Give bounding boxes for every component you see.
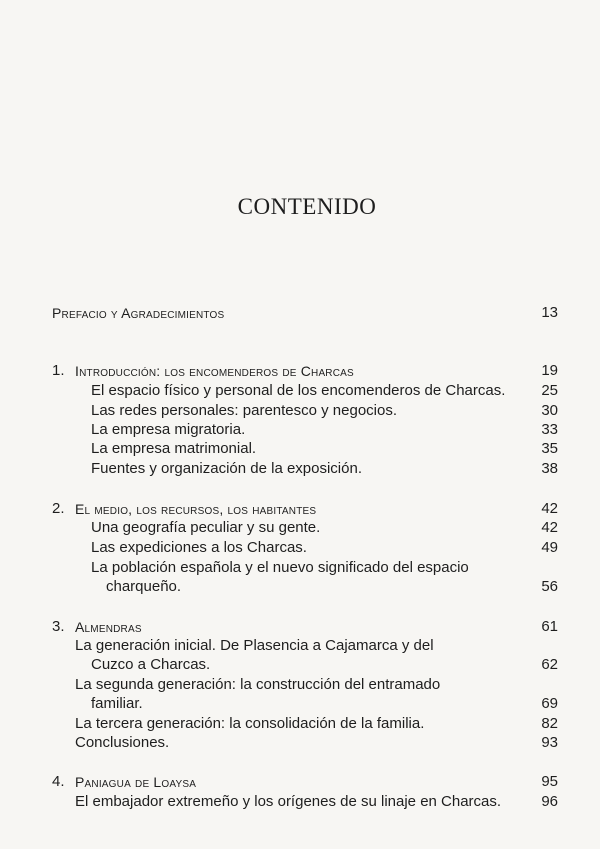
chapter-number: 1.: [52, 362, 65, 379]
chapter-number: 3.: [52, 618, 65, 635]
section-page: 82: [541, 715, 558, 732]
section-label: La empresa matrimonial.: [91, 440, 257, 457]
section-label: La segunda generación: la construcción del entramado: [75, 676, 441, 693]
section-label: La empresa migratoria.: [91, 421, 246, 438]
chapter-page: 95: [541, 773, 558, 790]
page-title: CONTENIDO: [237, 194, 377, 219]
section-label: Una geografía peculiar y su gente.: [91, 519, 321, 536]
section-page: 93: [541, 734, 558, 751]
section-label: Fuentes y organización de la exposición.: [91, 460, 362, 477]
section-label: La tercera generación: la consolidación de la familia.: [75, 715, 425, 732]
section-page: 38: [541, 460, 558, 477]
section-label-continued: charqueño.: [106, 578, 182, 595]
chapter-page: 42: [541, 500, 558, 517]
section-page: 25: [541, 382, 558, 399]
chapter-number: 2.: [52, 500, 65, 517]
section-page: 33: [541, 421, 558, 438]
section-page: 62: [541, 656, 558, 673]
chapter-page: 61: [541, 618, 558, 635]
section-label: El espacio físico y personal de los encomenderos de Charcas.: [91, 382, 506, 399]
section-page: 42: [541, 519, 558, 536]
section-label: La población española y el nuevo significado del espacio: [91, 559, 469, 576]
chapter-title: Almendras: [75, 619, 142, 635]
section-label: El embajador extremeño y los orígenes de su linaje en Charcas.: [75, 793, 502, 810]
section-label: La generación inicial. De Plasencia a Cajamarca y del: [75, 637, 434, 654]
section-label: Las redes personales: parentesco y negocios.: [91, 402, 398, 419]
chapter-number: 4.: [52, 773, 65, 790]
section-page: 49: [541, 539, 558, 556]
preface-page: 13: [541, 304, 558, 321]
section-page: 30: [541, 402, 558, 419]
chapter-title: Introducción: los encomenderos de Charcas: [75, 363, 354, 379]
section-page: 35: [541, 440, 558, 457]
chapter-title: El medio, los recursos, los habitantes: [75, 501, 317, 517]
section-page: 56: [541, 578, 558, 595]
section-label-continued: familiar.: [91, 695, 143, 712]
section-page: 69: [541, 695, 558, 712]
preface-label: Prefacio y Agradecimientos: [52, 305, 225, 321]
chapter-title: Paniagua de Loaysa: [75, 774, 197, 790]
section-label-continued: Cuzco a Charcas.: [91, 656, 211, 673]
section-label: Conclusiones.: [75, 734, 170, 751]
section-label: Las expediciones a los Charcas.: [91, 539, 307, 556]
section-page: 96: [541, 793, 558, 810]
chapter-page: 19: [541, 362, 558, 379]
